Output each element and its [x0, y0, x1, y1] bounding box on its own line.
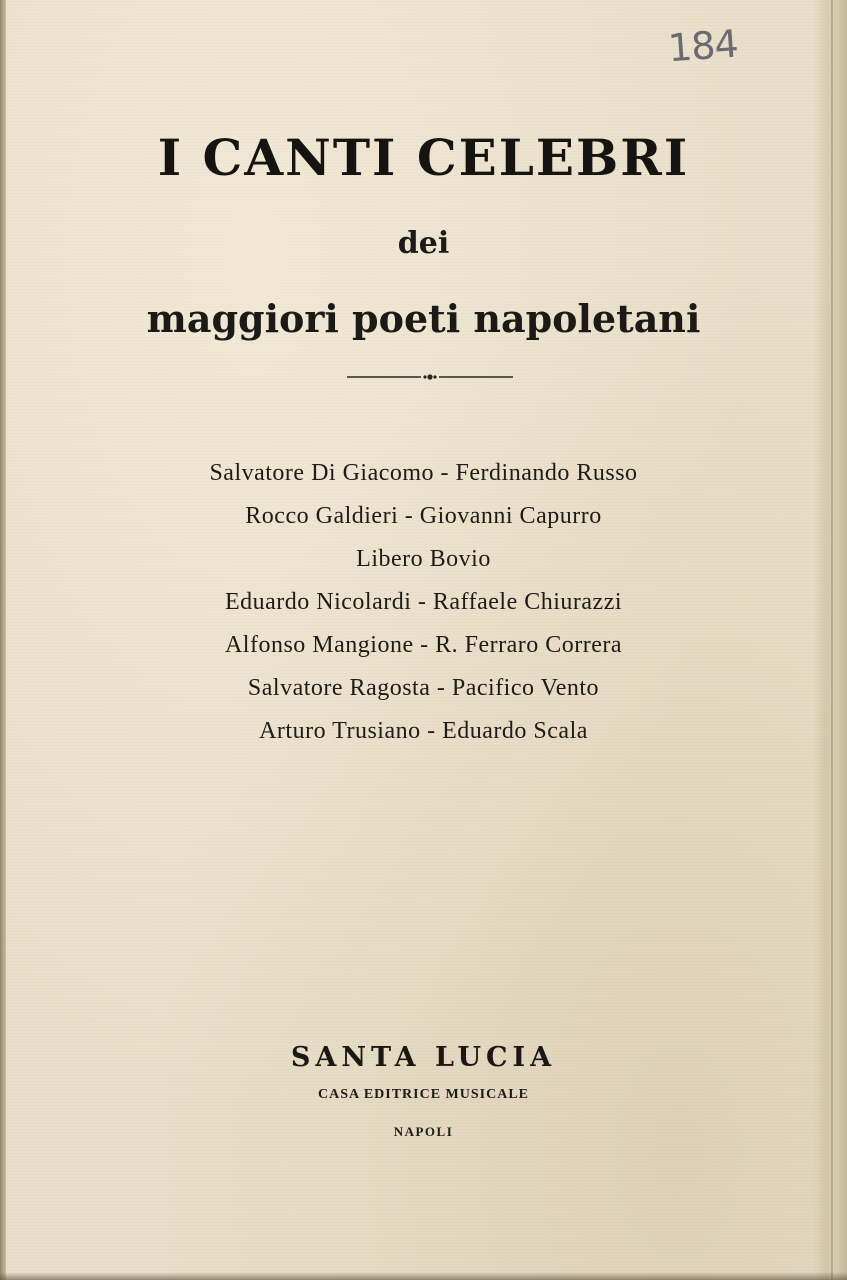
publisher-house: CASA EDITRICE MUSICALE: [317, 1087, 530, 1102]
poet-line: Alfonso Mangione - R. Ferraro Correra: [224, 632, 623, 658]
subtitle-line-1: dei: [397, 226, 450, 261]
handwritten-page-number: 184: [666, 21, 739, 71]
poet-line: Libero Bovio: [356, 546, 491, 572]
page-bottom-edge: [0, 1272, 847, 1280]
poet-line: Arturo Trusiano - Eduardo Scala: [259, 718, 588, 744]
poet-line: Rocco Galdieri - Giovanni Capurro: [245, 503, 602, 529]
publisher-city: NAPOLI: [393, 1124, 454, 1139]
page-title: I CANTI CELEBRI: [157, 128, 690, 187]
poet-line: Salvatore Ragosta - Pacifico Vento: [247, 675, 600, 701]
subtitle-line-2: maggiori poeti napoletani: [146, 296, 701, 341]
publisher-name: SANTA LUCIA: [290, 1042, 557, 1073]
poet-line: Eduardo Nicolardi - Raffaele Chiurazzi: [224, 589, 623, 615]
ornamental-divider: [345, 370, 515, 384]
poet-list: [0, 452, 847, 753]
poet-line: Salvatore Di Giacomo - Ferdinando Russo: [209, 460, 638, 486]
